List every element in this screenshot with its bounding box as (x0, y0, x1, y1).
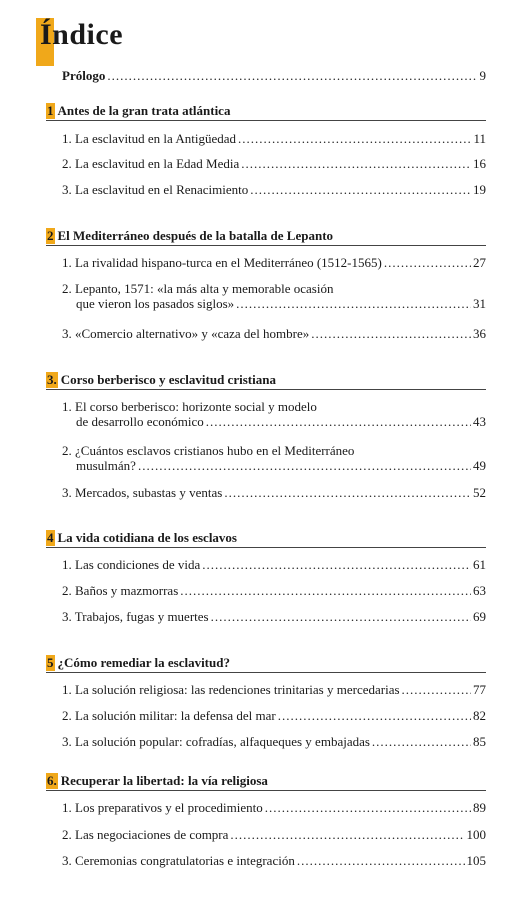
toc-entry[interactable] (62, 708, 486, 723)
entry-title: 3. Trabajos, fugas y muertes (62, 609, 209, 624)
prologue-page: 9 (479, 68, 486, 83)
toc-entry[interactable] (62, 827, 486, 842)
entry-title-cont: musulmán? (76, 458, 136, 473)
toc-entry[interactable] (62, 156, 486, 171)
leader-dots (265, 800, 471, 815)
entry-page: 31 (473, 296, 486, 311)
entry-page: 100 (466, 827, 486, 842)
entry-title: 2. Las negociaciones de compra (62, 827, 229, 842)
chapter-heading-6 (46, 773, 486, 789)
entry-title: 3. Ceremonias congratulatorias e integración (62, 853, 295, 868)
leader-dots (180, 583, 471, 598)
entry-title: 1. Las condiciones de vida (62, 557, 201, 572)
entry-page: 49 (473, 458, 486, 473)
leader-dots (206, 414, 471, 429)
entry-page: 11 (473, 131, 486, 146)
entry-title: 2. ¿Cuántos esclavos cristianos hubo en el Mediterráneo (62, 443, 355, 458)
chapter-heading-3 (46, 372, 486, 388)
toc-entry[interactable] (62, 326, 486, 341)
entry-title: 2. Baños y mazmorras (62, 583, 179, 598)
leader-dots (202, 557, 471, 572)
entry-page: 82 (473, 708, 486, 723)
leader-dots (107, 68, 477, 83)
leader-dots (278, 708, 471, 723)
prologue-label: Prólogo (62, 68, 106, 83)
entry-title: 3. La solución popular: cofradías, alfaqueques y embajadas (62, 734, 370, 749)
entry-title: 2. La esclavitud en la Edad Media (62, 156, 240, 171)
entry-page: 61 (473, 557, 486, 572)
entry-page: 89 (473, 800, 486, 815)
leader-dots (230, 827, 464, 842)
toc-entry[interactable] (62, 682, 486, 697)
entry-title: 3. «Comercio alternativo» y «caza del hombre» (62, 326, 310, 341)
chapter-number: 1 (47, 103, 54, 118)
toc-entry[interactable] (62, 583, 486, 598)
leader-dots (224, 485, 471, 500)
toc-entry[interactable] (62, 255, 486, 270)
toc-entry[interactable] (62, 734, 486, 749)
chapter-number: 2 (47, 228, 54, 243)
chapter-title: ¿Cómo remediar la esclavitud? (57, 655, 230, 670)
entry-title: 1. La solución religiosa: las redenciones trinitarias y mercedarias (62, 682, 400, 697)
entry-page: 69 (473, 609, 486, 624)
entry-page: 77 (473, 682, 486, 697)
leader-dots (241, 156, 471, 171)
entry-title: 1. La rivalidad hispano-turca en el Mediterráneo (1512-1565) (62, 255, 382, 270)
toc-entry[interactable] (62, 853, 486, 868)
toc-entry[interactable] (62, 443, 486, 473)
toc-entry[interactable] (62, 800, 486, 815)
leader-dots (211, 609, 471, 624)
entry-page: 36 (473, 326, 486, 341)
chapter-number: 6. (47, 773, 57, 788)
chapter-title: Corso berberisco y esclavitud cristiana (60, 372, 276, 387)
entry-title: 2. La solución militar: la defensa del mar (62, 708, 276, 723)
entry-page: 105 (466, 853, 486, 868)
chapter-heading-4 (46, 530, 486, 546)
entry-title: 3. La esclavitud en el Renacimiento (62, 182, 249, 197)
entry-title-cont: que vieron los pasados siglos» (76, 296, 235, 311)
chapter-rule (46, 790, 486, 791)
chapter-title: El Mediterráneo después de la batalla de Lepanto (57, 228, 334, 243)
toc-entry[interactable] (62, 131, 486, 146)
leader-dots (138, 458, 471, 473)
entry-title: 2. Lepanto, 1571: «la más alta y memorable ocasión (62, 281, 334, 296)
toc-entry[interactable] (62, 485, 486, 500)
entry-page: 19 (473, 182, 486, 197)
prologue-entry[interactable] (62, 68, 486, 83)
chapter-rule (46, 245, 486, 246)
leader-dots (236, 296, 471, 311)
entry-page: 85 (473, 734, 486, 749)
chapter-rule (46, 389, 486, 390)
chapter-rule (46, 120, 486, 121)
entry-title: 1. Los preparativos y el procedimiento (62, 800, 263, 815)
leader-dots (372, 734, 471, 749)
entry-page: 16 (473, 156, 486, 171)
entry-title: 3. Mercados, subastas y ventas (62, 485, 223, 500)
toc-entry[interactable] (62, 182, 486, 197)
leader-dots (402, 682, 471, 697)
leader-dots (311, 326, 471, 341)
chapter-rule (46, 547, 486, 548)
chapter-heading-1 (46, 103, 486, 119)
entry-page: 52 (473, 485, 486, 500)
chapter-title: Antes de la gran trata atlántica (57, 103, 231, 118)
chapter-rule (46, 672, 486, 673)
toc-entry[interactable] (62, 399, 486, 429)
index-title-block (36, 18, 123, 52)
toc-entry[interactable] (62, 281, 486, 311)
leader-dots (250, 182, 471, 197)
toc-entry[interactable] (62, 557, 486, 572)
leader-dots (238, 131, 471, 146)
entry-page: 27 (473, 255, 486, 270)
page-title: Índice (40, 18, 124, 51)
toc-entry[interactable] (62, 609, 486, 624)
chapter-title: Recuperar la libertad: la vía religiosa (60, 773, 268, 788)
entry-title-cont: de desarrollo económico (76, 414, 204, 429)
entry-title: 1. El corso berberisco: horizonte social y modelo (62, 399, 317, 414)
chapter-title: La vida cotidiana de los esclavos (57, 530, 237, 545)
entry-title: 1. La esclavitud en la Antigüedad (62, 131, 237, 146)
chapter-number: 3. (47, 372, 57, 387)
chapter-number: 4 (47, 530, 54, 545)
chapter-heading-2 (46, 228, 486, 244)
chapter-heading-5 (46, 655, 486, 671)
leader-dots (384, 255, 471, 270)
entry-page: 63 (473, 583, 486, 598)
entry-page: 43 (473, 414, 486, 429)
leader-dots (297, 853, 465, 868)
chapter-number: 5 (47, 655, 54, 670)
